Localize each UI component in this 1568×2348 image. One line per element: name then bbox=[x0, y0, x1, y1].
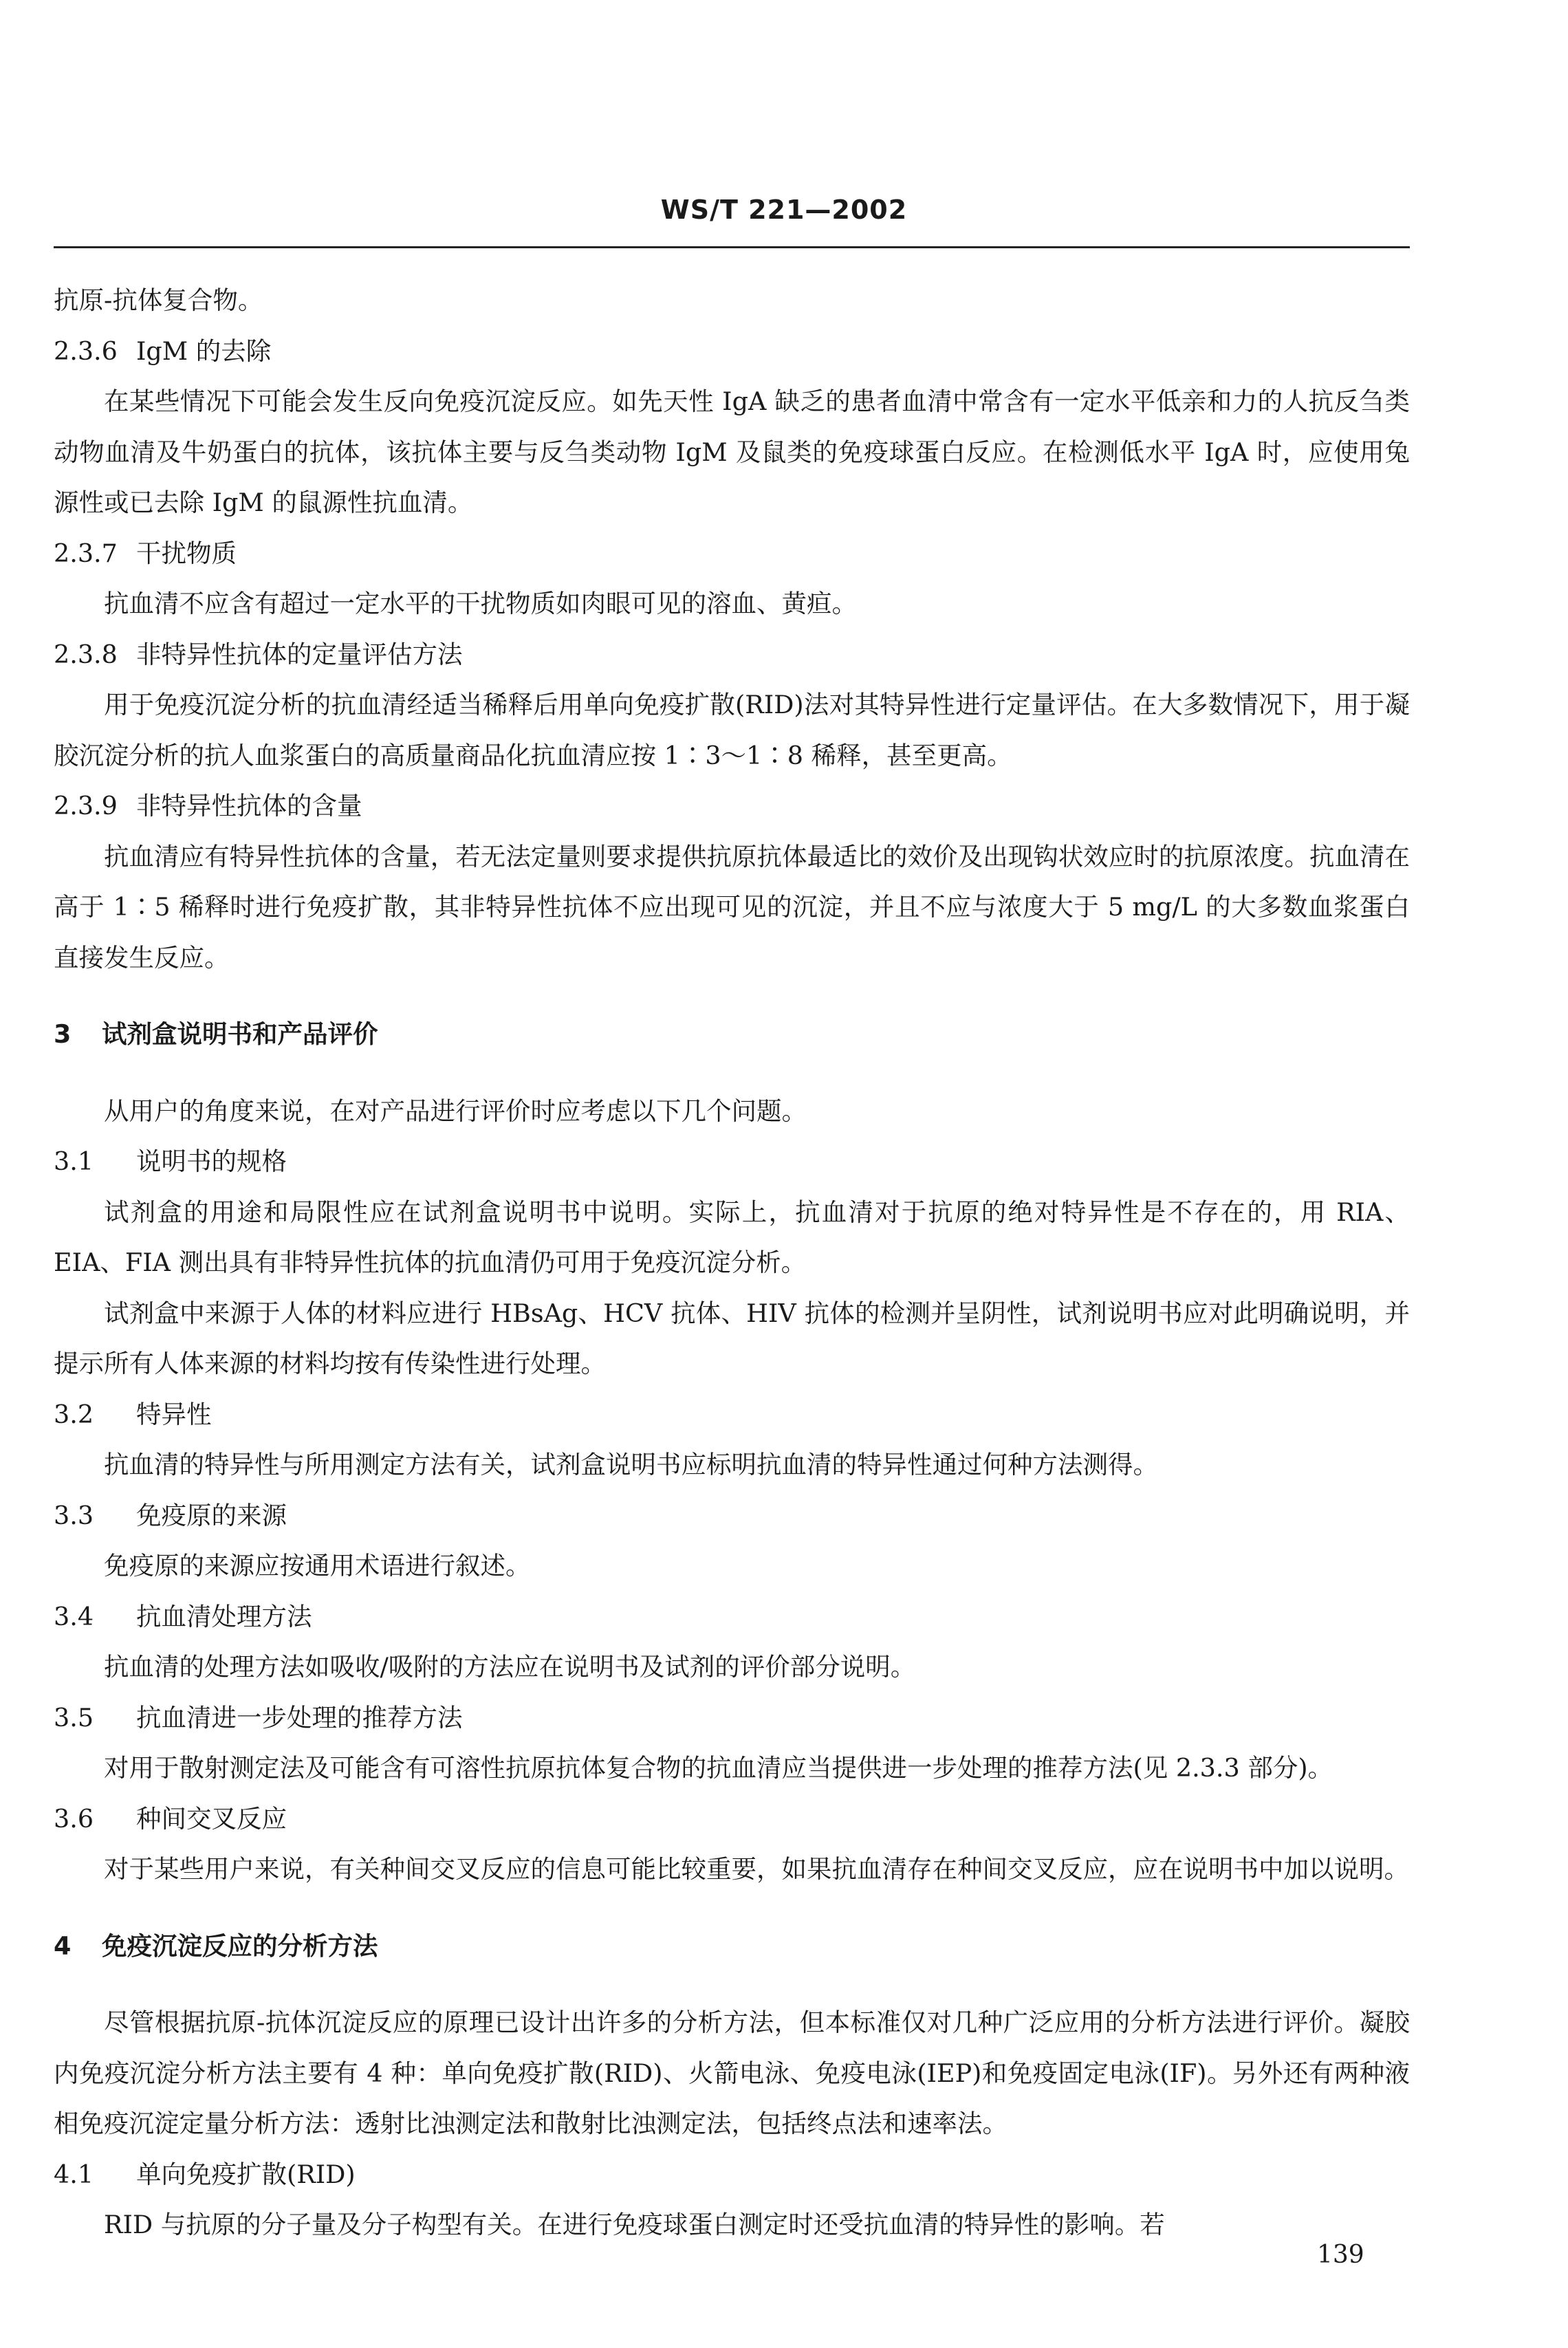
paragraph: 对用于散射测定法及可能含有可溶性抗原抗体复合物的抗血清应当提供进一步处理的推荐方法(见 2.3.3 部分)。 bbox=[104, 1753, 1333, 1783]
paragraph: 用于免疫沉淀分析的抗血清经适当稀释后用单向免疫扩散(RID)法对其特异性进行定量评估。在大多数情况下，用于凝胶沉淀分析的抗人血浆蛋白的高质量商品化抗血清应按 1∶3～1∶8 稀释，甚至更高。 bbox=[54, 690, 1410, 770]
heading-text: 抗血清处理方法 bbox=[136, 1601, 312, 1631]
paragraph: RID 与抗原的分子量及分子构型有关。在进行免疫球蛋白测定时还受抗血清的特异性的影响。若 bbox=[104, 2210, 1165, 2239]
paragraph: 抗原-抗体复合物。 bbox=[54, 285, 263, 315]
heading-number: 2.3.7 bbox=[54, 538, 118, 568]
paragraph: 免疫原的来源应按通用术语进行叙述。 bbox=[104, 1551, 531, 1580]
heading-text: 非特异性抗体的定量评估方法 bbox=[136, 639, 463, 669]
heading-text: 种间交叉反应 bbox=[136, 1803, 287, 1834]
heading-number: 3.6 bbox=[54, 1803, 94, 1834]
subsection-heading bbox=[54, 1490, 1410, 1541]
page-number: 139 bbox=[1317, 2241, 1364, 2269]
paragraph: 在某些情况下可能会发生反向免疫沉淀反应。如先天性 IgA 缺乏的患者血清中常含有一定水平低亲和力的人抗反刍类动物血清及牛奶蛋白的抗体，该抗体主要与反刍类动物 IgM 及鼠类的免疫球蛋白反应。在检测低水平 IgA 时，应使用兔源性或已去除 IgM 的鼠源性抗血清。 bbox=[54, 387, 1410, 517]
paragraph: 抗血清的特异性与所用测定方法有关，试剂盒说明书应标明抗血清的特异性通过何种方法测得。 bbox=[104, 1450, 1158, 1479]
paragraph: 从用户的角度来说，在对产品进行评价时应考虑以下几个问题。 bbox=[104, 1096, 807, 1126]
subsection-heading bbox=[54, 1389, 1410, 1440]
subsection-heading bbox=[54, 1136, 1410, 1187]
subsection-heading bbox=[54, 1693, 1410, 1743]
subsection-heading bbox=[54, 629, 1410, 680]
subsection-heading bbox=[54, 781, 1410, 831]
heading-number: 3.1 bbox=[54, 1146, 94, 1176]
heading-number: 2.3.9 bbox=[54, 791, 118, 820]
heading-text: 试剂盒说明书和产品评价 bbox=[102, 1019, 378, 1049]
heading-number: 2.3.8 bbox=[54, 639, 118, 669]
document-body bbox=[54, 275, 1410, 2250]
heading-text: 免疫原的来源 bbox=[136, 1500, 287, 1530]
heading-text: 非特异性抗体的含量 bbox=[136, 791, 362, 820]
paragraph: 抗血清的处理方法如吸收/吸附的方法应在说明书及试剂的评价部分说明。 bbox=[104, 1652, 916, 1682]
subsection-heading bbox=[54, 326, 1410, 377]
paragraph: 抗血清不应含有超过一定水平的干扰物质如肉眼可见的溶血、黄疸。 bbox=[104, 589, 857, 618]
heading-number: 4 bbox=[54, 1931, 72, 1961]
heading-text: 免疫沉淀反应的分析方法 bbox=[102, 1931, 378, 1961]
subsection-heading bbox=[54, 528, 1410, 579]
heading-number: 3.5 bbox=[54, 1702, 94, 1732]
paragraph: 抗血清应有特异性抗体的含量，若无法定量则要求提供抗原抗体最适比的效价及出现钩状效应时的抗原浓度。抗血清在高于 1∶5 稀释时进行免疫扩散，其非特异性抗体不应出现可见的沉淀，并且不应与浓度大于 5 mg/L 的大多数血浆蛋白直接发生反应。 bbox=[54, 841, 1410, 972]
heading-text: 特异性 bbox=[136, 1399, 212, 1429]
heading-number: 3.2 bbox=[54, 1399, 94, 1429]
heading-number: 3.3 bbox=[54, 1500, 94, 1530]
section-heading bbox=[54, 1009, 1410, 1060]
heading-number: 4.1 bbox=[54, 2159, 94, 2189]
heading-text: IgM 的去除 bbox=[136, 336, 272, 366]
heading-text: 抗血清进一步处理的推荐方法 bbox=[136, 1702, 463, 1732]
paragraph: 尽管根据抗原-抗体沉淀反应的原理已设计出许多的分析方法，但本标准仅对几种广泛应用的分析方法进行评价。凝胶内免疫沉淀分析方法主要有 4 种：单向免疫扩散(RID)、火箭电泳、免疫电泳(IEP)和免疫固定电泳(IF)。另外还有两种液相免疫沉淀定量分析方法：透射比浊测定法和散射比浊测定法，包括终点法和速率法。 bbox=[54, 2008, 1410, 2138]
heading-text: 说明书的规格 bbox=[136, 1146, 287, 1176]
heading-text: 单向免疫扩散(RID) bbox=[136, 2159, 356, 2189]
header-rule bbox=[54, 246, 1410, 248]
heading-number: 3 bbox=[54, 1019, 72, 1049]
heading-number: 2.3.6 bbox=[54, 336, 118, 366]
subsection-heading bbox=[54, 1794, 1410, 1845]
subsection-heading bbox=[54, 1591, 1410, 1642]
subsection-heading bbox=[54, 2149, 1410, 2200]
paragraph: 试剂盒中来源于人体的材料应进行 HBsAg、HCV 抗体、HIV 抗体的检测并呈阴性，试剂说明书应对此明确说明，并提示所有人体来源的材料均按有传染性进行处理。 bbox=[54, 1298, 1410, 1378]
paragraph: 对于某些用户来说，有关种间交叉反应的信息可能比较重要，如果抗血清存在种间交叉反应，应在说明书中加以说明。 bbox=[104, 1854, 1409, 1884]
heading-number: 3.4 bbox=[54, 1601, 94, 1631]
section-heading bbox=[54, 1921, 1410, 1972]
paragraph: 试剂盒的用途和局限性应在试剂盒说明书中说明。实际上，抗血清对于抗原的绝对特异性是不存在的，用 RIA、EIA、FIA 测出具有非特异性抗体的抗血清仍可用于免疫沉淀分析。 bbox=[54, 1197, 1410, 1277]
page-header: WS/T 221—2002 bbox=[660, 195, 908, 225]
heading-text: 干扰物质 bbox=[136, 538, 237, 568]
